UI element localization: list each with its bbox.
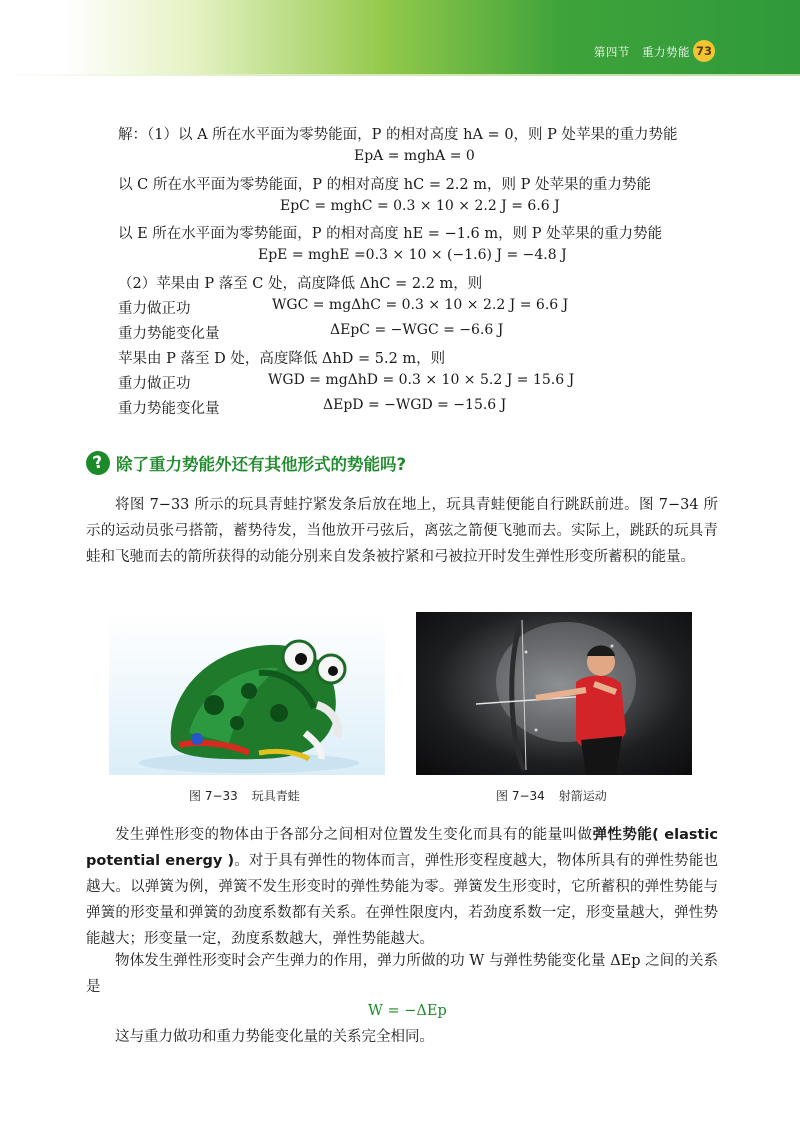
section-title: 重力势能 — [642, 45, 690, 59]
header-band — [0, 0, 800, 74]
figure-caption-7-33 — [189, 787, 300, 804]
figure-toy-frog — [109, 613, 385, 775]
key-equation: W = −ΔEp — [368, 1003, 447, 1019]
solution-line-2: 以 C 所在水平面为零势能面，P 的相对高度 hC = 2.2 m，则 P 处苹果的重力势能 — [118, 177, 651, 193]
paragraph-3: 物体发生弹性形变时会产生弹力的作用，弹力所做的功 W 与弹性势能变化量 ΔEp 之间的关系是 — [86, 953, 718, 995]
equation-2: EpC = mghC = 0.3 × 10 × 2.2 J = 6.6 J — [280, 198, 560, 214]
equation-3: EpE = mghE =0.3 × 10 × (−1.6) J = −4.8 J — [258, 247, 567, 263]
equation-5: ΔEpC = −WGC = −6.6 J — [330, 322, 504, 338]
paragraph-2 — [86, 822, 718, 952]
figure-archery — [416, 612, 692, 775]
equation-1: EpA = mghA = 0 — [354, 148, 475, 164]
equation-6: WGD = mgΔhD = 0.3 × 10 × 5.2 J = 15.6 J — [268, 372, 575, 388]
question-heading — [86, 450, 406, 476]
paragraph-1: 将图 7−33 所示的玩具青蛙拧紧发条后放在地上，玩具青蛙便能自行跳跃前进。图 7−34 所示的运动员张弓搭箭，蓄势待发，当他放开弓弦后，离弦之箭便飞驰而去。实际上，跳跃的玩具青蛙和飞驰而去的箭所获得的动能分别来自发条被拧紧和弓被拉开时发生弹性形变所蓄积的能量。 — [86, 497, 718, 565]
equation-7: ΔEpD = −WGD = −15.6 J — [323, 397, 507, 413]
figure-title-7-34: 射箭运动 — [558, 789, 607, 803]
header-divider — [0, 74, 800, 76]
figure-number-7-34: 图 7−34 — [496, 789, 545, 803]
solution-line-1: 解：（1）以 A 所在水平面为零势能面，P 的相对高度 hA = 0，则 P 处苹果的重力势能 — [118, 127, 678, 143]
question-title: 除了重力势能外还有其他形式的势能吗? — [116, 455, 407, 474]
toy-frog-illustration — [109, 613, 385, 775]
solution-line-3: 以 E 所在水平面为零势能面，P 的相对高度 hE = −1.6 m，则 P 处苹果的重力势能 — [118, 226, 663, 242]
label-energy-change-1: 重力势能变化量 — [118, 326, 220, 342]
term-english: ( elastic potential energy ) — [86, 827, 718, 869]
archer-illustration — [416, 612, 692, 775]
running-header — [586, 44, 690, 60]
section-number: 第四节 — [593, 45, 630, 59]
paragraph-2-body: 。对于具有弹性的物体而言，弹性形变程度越大，物体所具有的弹性势能也越大。以弹簧为例，弹簧不发生形变时的弹性势能为零。弹簧发生形变时，它所蓄积的弹性势能与弹簧的形变量和弹簧的劲度系数都有关系。在弹性限度内，若劲度系数一定，形变量越大，弹性势能越大；形变量一定，劲度系数越大，弹性势能越大。 — [86, 853, 718, 947]
question-mark-icon: ? — [84, 449, 112, 477]
label-gravity-work-2: 重力做正功 — [118, 376, 191, 392]
solution-line-5: 苹果由 P 落至 D 处，高度降低 ΔhD = 5.2 m，则 — [118, 351, 446, 367]
label-gravity-work-1: 重力做正功 — [118, 301, 191, 317]
figure-caption-7-34 — [496, 787, 607, 804]
term-elastic-potential-energy: 弹性势能 — [592, 827, 653, 843]
equation-4: WGC = mgΔhC = 0.3 × 10 × 2.2 J = 6.6 J — [272, 297, 569, 313]
label-energy-change-2: 重力势能变化量 — [118, 401, 220, 417]
page-number-badge: 73 — [693, 40, 715, 62]
paragraph-4: 这与重力做功和重力势能变化量的关系完全相同。 — [115, 1029, 434, 1045]
figure-title-7-33: 玩具青蛙 — [251, 789, 300, 803]
solution-line-4: （2）苹果由 P 落至 C 处，高度降低 ΔhC = 2.2 m，则 — [118, 276, 483, 292]
figure-number-7-33: 图 7−33 — [189, 789, 238, 803]
paragraph-2-intro: 发生弹性形变的物体由于各部分之间相对位置发生变化而具有的能量叫做 — [115, 827, 593, 843]
